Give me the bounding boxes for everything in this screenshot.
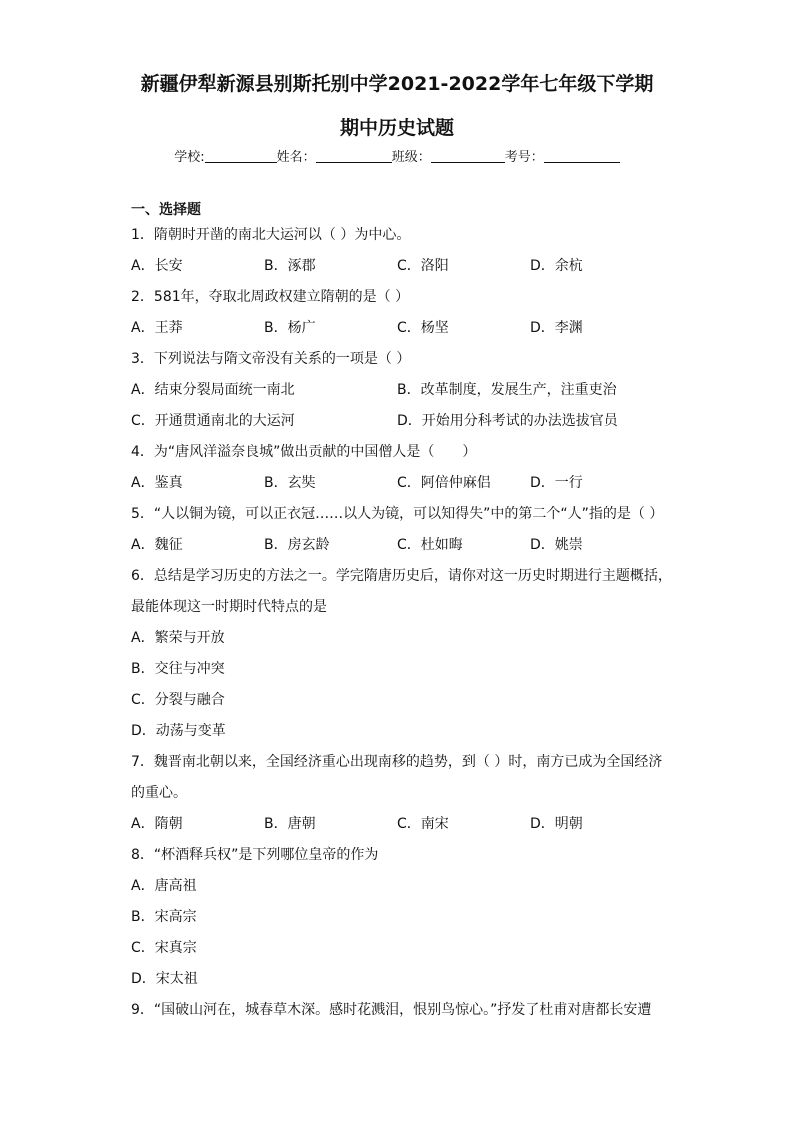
exam-number-blank[interactable] [544,148,620,163]
question-4-options [131,468,663,499]
school-blank[interactable] [205,148,277,163]
question-3-option-c[interactable]: C．开通贯通南北的大运河 [131,413,295,429]
question-6-stem-line2: 最能体现这一时期时代特点的是 [131,599,327,615]
question-3-option-b[interactable]: B．改革制度，发展生产，注重吏治 [397,382,617,398]
question-3-option-a[interactable]: A．结束分裂局面统一南北 [131,382,295,398]
question-5-option-c[interactable]: C．杜如晦 [397,537,463,553]
section-title: 一、选择题 [131,202,201,218]
question-4-option-a[interactable]: A．鉴真 [131,475,183,491]
question-8-option-d[interactable]: D．宋太祖 [131,971,198,987]
question-6-option-c[interactable]: C．分裂与融合 [131,692,225,708]
question-5-stem: 5．“人以铜为镜，可以正衣冠……以人为镜，可以知得失”中的第二个“人”指的是（ ） [131,506,664,522]
question-1-option-d[interactable]: D．余杭 [530,258,583,274]
exam-number-label: 考号： [504,150,544,165]
question-1-option-b[interactable]: B．涿郡 [264,258,316,274]
question-3-options-row2 [131,406,663,437]
question-8-option-c[interactable]: C．宋真宗 [131,940,197,956]
question-3-options-row1 [131,375,663,406]
school-label: 学校: [174,150,205,165]
name-label: 姓名： [276,150,316,165]
student-info-row [131,146,663,170]
question-6-option-a[interactable]: A．繁荣与开放 [131,630,225,646]
question-1-option-a[interactable]: A．长安 [131,258,183,274]
exam-title-line1: 新疆伊犁新源县别斯托别中学2021-2022学年七年级下学期 [140,73,654,95]
question-7-option-a[interactable]: A．隋朝 [131,816,183,832]
question-1-stem: 1．隋朝时开凿的南北大运河以（ ）为中心。 [131,227,411,243]
question-7-option-c[interactable]: C．南宋 [397,816,449,832]
question-3-option-d[interactable]: D．开始用分科考试的办法选拔官员 [397,413,618,429]
class-label: 班级： [391,150,431,165]
question-4-option-d[interactable]: D．一行 [530,475,583,491]
question-2-options [131,313,663,344]
question-8-option-a[interactable]: A．唐高祖 [131,878,197,894]
question-7-option-d[interactable]: D．明朝 [530,816,583,832]
question-9-stem: 9．“国破山河在，城春草木深。感时花溅泪，恨别鸟惊心。”抒发了杜甫对唐都长安遭 [131,1002,652,1018]
question-4-option-b[interactable]: B．玄奘 [264,475,316,491]
question-2-option-b[interactable]: B．杨广 [264,320,316,336]
class-blank[interactable] [431,148,505,163]
exam-title-line2: 期中历史试题 [339,117,454,139]
question-1-option-c[interactable]: C．洛阳 [397,258,449,274]
question-5-options [131,530,663,561]
question-4-option-c[interactable]: C．阿倍仲麻侣 [397,475,491,491]
question-3-stem: 3．下列说法与隋文帝没有关系的一项是（ ） [131,351,411,367]
question-7-options [131,809,663,840]
question-2-stem: 2．581年，夺取北周政权建立隋朝的是（ ） [131,289,410,305]
question-5-option-a[interactable]: A．魏征 [131,537,183,553]
question-8-option-b[interactable]: B．宋高宗 [131,909,197,925]
question-6-option-d[interactable]: D．动荡与变革 [131,723,226,739]
question-1-options [131,251,663,282]
question-2-option-a[interactable]: A．王莽 [131,320,183,336]
question-7-stem-line1: 7．魏晋南北朝以来，全国经济重心出现南移的趋势，到（ ）时，南方已成为全国经济 [131,754,663,770]
question-6-option-b[interactable]: B．交往与冲突 [131,661,225,677]
question-2-option-d[interactable]: D．李渊 [530,320,583,336]
name-blank[interactable] [316,148,392,163]
question-5-option-b[interactable]: B．房玄龄 [264,537,330,553]
question-7-option-b[interactable]: B．唐朝 [264,816,316,832]
question-5-option-d[interactable]: D．姚崇 [530,537,583,553]
question-8-stem: 8．“杯酒释兵权”是下列哪位皇帝的作为 [131,847,379,863]
question-6-stem-line1: 6．总结是学习历史的方法之一。学完隋唐历史后，请你对这一历史时期进行主题概括， [131,568,672,584]
question-2-option-c[interactable]: C．杨坚 [397,320,449,336]
question-7-stem-line2: 的重心。 [131,785,187,801]
question-4-stem: 4．为“唐风洋溢奈良城”做出贡献的中国僧人是（ ） [131,444,477,460]
